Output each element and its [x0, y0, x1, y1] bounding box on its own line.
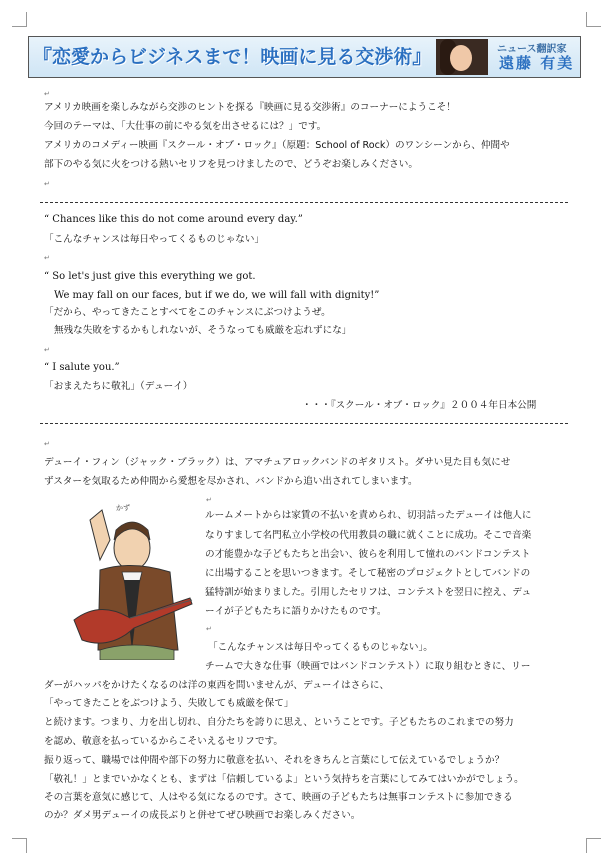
page-corner-mark [586, 12, 601, 27]
body-line: 「やってきたことをぶつけよう、失敗しても威厳を保て」 [44, 698, 294, 709]
intro-line: 今回のテーマは、「大仕事の前にやる気を出させるには？」です。 [44, 121, 327, 132]
body-line: 「敬礼！」とまでいかなくとも、まずは「信頼しているよ」という気持ちを言葉にしてみてはいかがでしょう。 [44, 774, 524, 785]
body-line: ーイが子どもたちに語りかけたものです。 [205, 606, 387, 617]
paragraph-mark: ↵ [44, 440, 50, 448]
author-role: ニュース翻訳家 [497, 44, 567, 55]
quote-japanese: 無残な失敗をするかもしれないが、そうなっても威厳を忘れずにな」 [54, 325, 352, 336]
page-title: 『恋愛からビジネスまで！映画に見る交渉術』 [33, 46, 432, 68]
header-banner [28, 36, 581, 78]
dashed-divider [40, 423, 568, 424]
quote-english: “ So let's just give this everything we got. [44, 271, 256, 282]
quote-english: “ Chances like this do not come around every day.” [44, 214, 303, 225]
body-line: 猛特訓が始まりました。引用したセリフは、コンテストを翌日に控え、デュ [205, 587, 532, 598]
paragraph-mark: ↵ [206, 496, 212, 504]
quote-japanese: 「こんなチャンスは毎日やってくるものじゃない」 [44, 234, 265, 245]
body-line: ダーがハッパをかけたくなるのは洋の東西を問いませんが、デューイはさらに、 [44, 680, 390, 691]
body-line: に出場することを思いつきます。そして秘密のプロジェクトとしてバンドの [205, 568, 531, 579]
quote-japanese: 「だから、やってきたことすべてをこのチャンスにぶつけようぜ。 [44, 307, 331, 318]
body-line: のか？ダメ男デューイの成長ぶりと併せてぜひ映画でお楽しみください。 [44, 810, 361, 821]
quote-english: “ I salute you.” [44, 362, 120, 373]
movie-source: ・・・『スクール・オブ・ロック』２００４年日本公開 [302, 400, 537, 411]
body-line: デューイ・フィン（ジャック・ブラック）は、アマチュアロックバンドのギタリスト。ダサい見た目も気にせ [44, 457, 511, 468]
paragraph-mark: ↵ [44, 180, 50, 188]
intro-line: 部下のやる気に火をつける熱いセリフを見つけましたので、どうぞお楽しみください。 [44, 159, 418, 170]
body-line: ルームメートからは家賃の不払いを責められ、切羽詰ったデューイは他人に [205, 510, 532, 521]
dashed-divider [40, 202, 568, 203]
body-line: を認め、敬意を払っているからこそいえるセリフです。 [44, 736, 283, 747]
body-line: と続けます。つまり、力を出し切れ、自分たちを誇りに思え、ということです。子どもたちのこれまでの努力 [44, 717, 514, 728]
page-corner-mark [586, 838, 601, 853]
body-line: の才能豊かな子どもたちと出会い、彼らを利用して憧れのバンドコンテスト [205, 549, 531, 560]
speech-text: かず [116, 504, 130, 512]
page-corner-mark [12, 838, 27, 853]
quote-japanese: 「おまえたちに敬礼」（デューイ） [44, 381, 193, 392]
quote-english: We may fall on our faces, but if we do, we will fall with dignity!” [54, 290, 380, 301]
author-name: 遠藤 有美 [499, 54, 575, 72]
intro-line: アメリカ映画を楽しみながら交渉のヒントを探る『映画に見る交渉術』のコーナーにようこそ！ [44, 102, 456, 113]
dewey-guitar-illustration [70, 500, 195, 660]
author-avatar [436, 39, 488, 75]
body-line: ずスターを気取るため仲間から愛想を尽かされ、バンドから追い出されてしまいます。 [44, 476, 418, 487]
body-line: 「こんなチャンスは毎日やってくるものじゃない」。 [208, 642, 433, 653]
intro-line: アメリカのコメディー映画『スクール・オブ・ロック』（原題：School of Rock）のワンシーンから、仲間や [44, 140, 510, 151]
body-line: 振り返って、職場では仲間や部下の努力に敬意を払い、それをきちんと言葉にして伝えているでしょうか？ [44, 755, 505, 766]
body-line: チームで大きな仕事（映画ではバンドコンテスト）に取り組むときに、リー [205, 661, 531, 672]
paragraph-mark: ↵ [44, 90, 50, 98]
page-corner-mark [12, 12, 27, 27]
body-line: その言葉を意気に感じて、人はやる気になるのです。さて、映画の子どもたちは無事コンテストに参加できる [44, 792, 513, 803]
paragraph-mark: ↵ [44, 346, 50, 354]
paragraph-mark: ↵ [44, 254, 50, 262]
body-line: なりすまして名門私立小学校の代用教員の職に就くことに成功。そこで音楽 [205, 530, 532, 541]
paragraph-mark: ↵ [206, 625, 212, 633]
